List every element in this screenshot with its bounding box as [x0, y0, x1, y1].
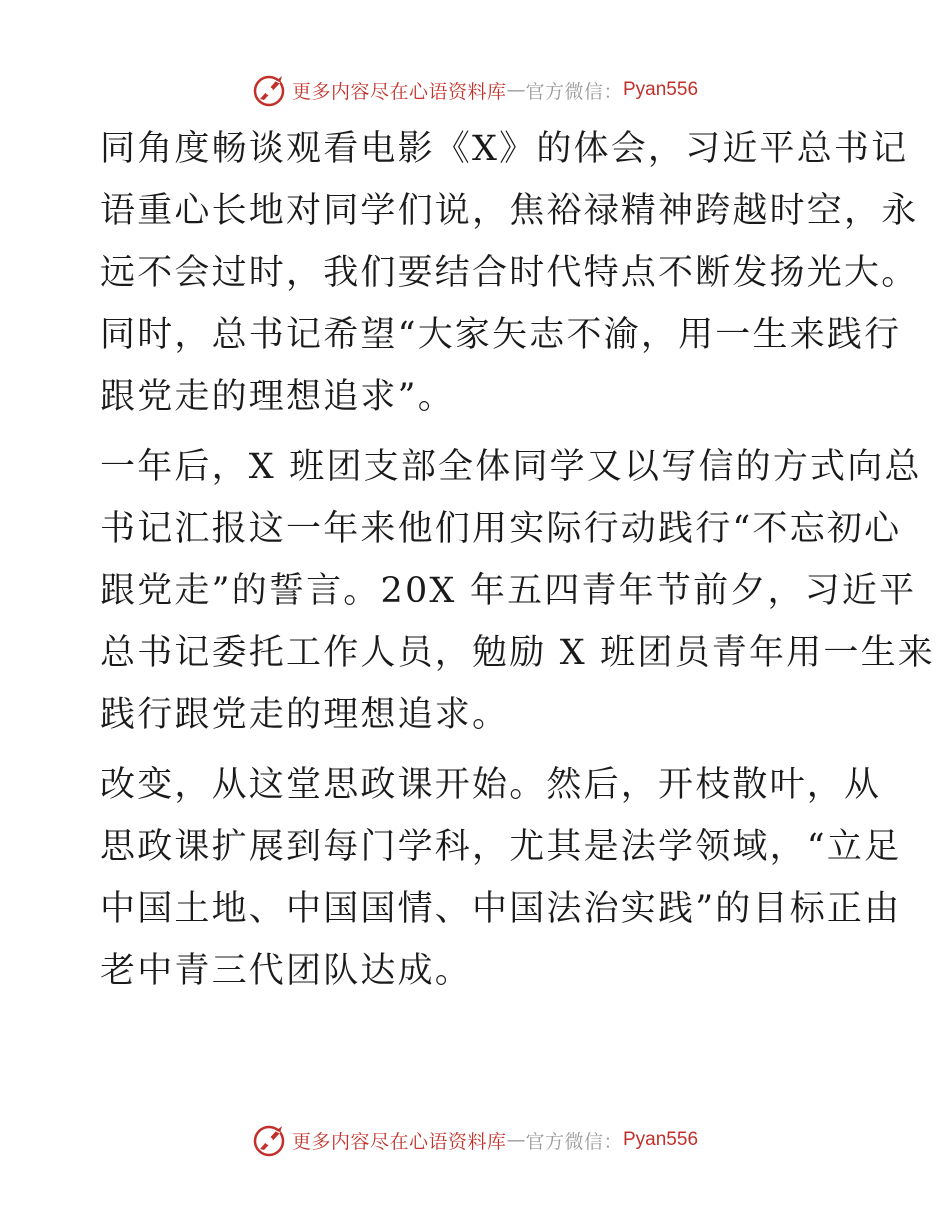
text-line: 语重心长地对同学们说，焦裕禄精神跨越时空，永	[100, 191, 919, 231]
header-wechat-id: Pyan556	[623, 79, 699, 100]
quill-logo-icon	[252, 1122, 288, 1158]
text-line: 思政课扩展到每门学科，尤其是法学领域，“立足	[100, 827, 902, 867]
header-brand-text: 更多内容尽在心语资料库	[291, 80, 507, 103]
text-line: 践行跟党走的理想追求。	[100, 695, 510, 735]
text-line: 一年后，X 班团支部全体同学又以写信的方式向总	[100, 447, 922, 487]
header-banner	[0, 70, 950, 110]
paragraph-2	[100, 436, 935, 746]
text-line: 总书记委托工作人员，勉励 X 班团员青年用一生来	[100, 633, 935, 673]
footer-banner	[0, 1120, 950, 1160]
text-line: 书记汇报这一年来他们用实际行动践行“不忘初心	[100, 509, 902, 549]
text-line: 跟党走的理想追求”。	[100, 377, 455, 417]
paragraph-3	[100, 754, 902, 1002]
footer-wechat-label: 官方微信：	[525, 1130, 623, 1153]
document-body	[100, 118, 935, 1010]
text-line: 远不会过时，我们要结合时代特点不断发扬光大。	[100, 253, 919, 293]
footer-brand-text: 更多内容尽在心语资料库	[291, 1130, 507, 1153]
text-line: 同角度畅谈观看电影《X》的体会，习近平总书记	[100, 129, 909, 169]
text-line: 老中青三代团队达成。	[100, 951, 473, 991]
footer-separator: —	[506, 1129, 526, 1151]
text-line: 跟党走”的誓言。20X 年五四青年节前夕，习近平	[100, 571, 917, 611]
header-wechat-label: 官方微信：	[525, 80, 623, 103]
text-line: 中国土地、中国国情、中国法治实践”的目标正由	[100, 889, 902, 929]
text-line: 同时，总书记希望“大家矢志不渝，用一生来践行	[100, 315, 902, 355]
paragraph-1	[100, 118, 919, 428]
text-line: 改变，从这堂思政课开始。然后，开枝散叶，从	[100, 765, 882, 805]
header-separator: —	[506, 79, 526, 101]
footer-wechat-id: Pyan556	[623, 1129, 699, 1150]
quill-logo-icon	[252, 72, 288, 108]
